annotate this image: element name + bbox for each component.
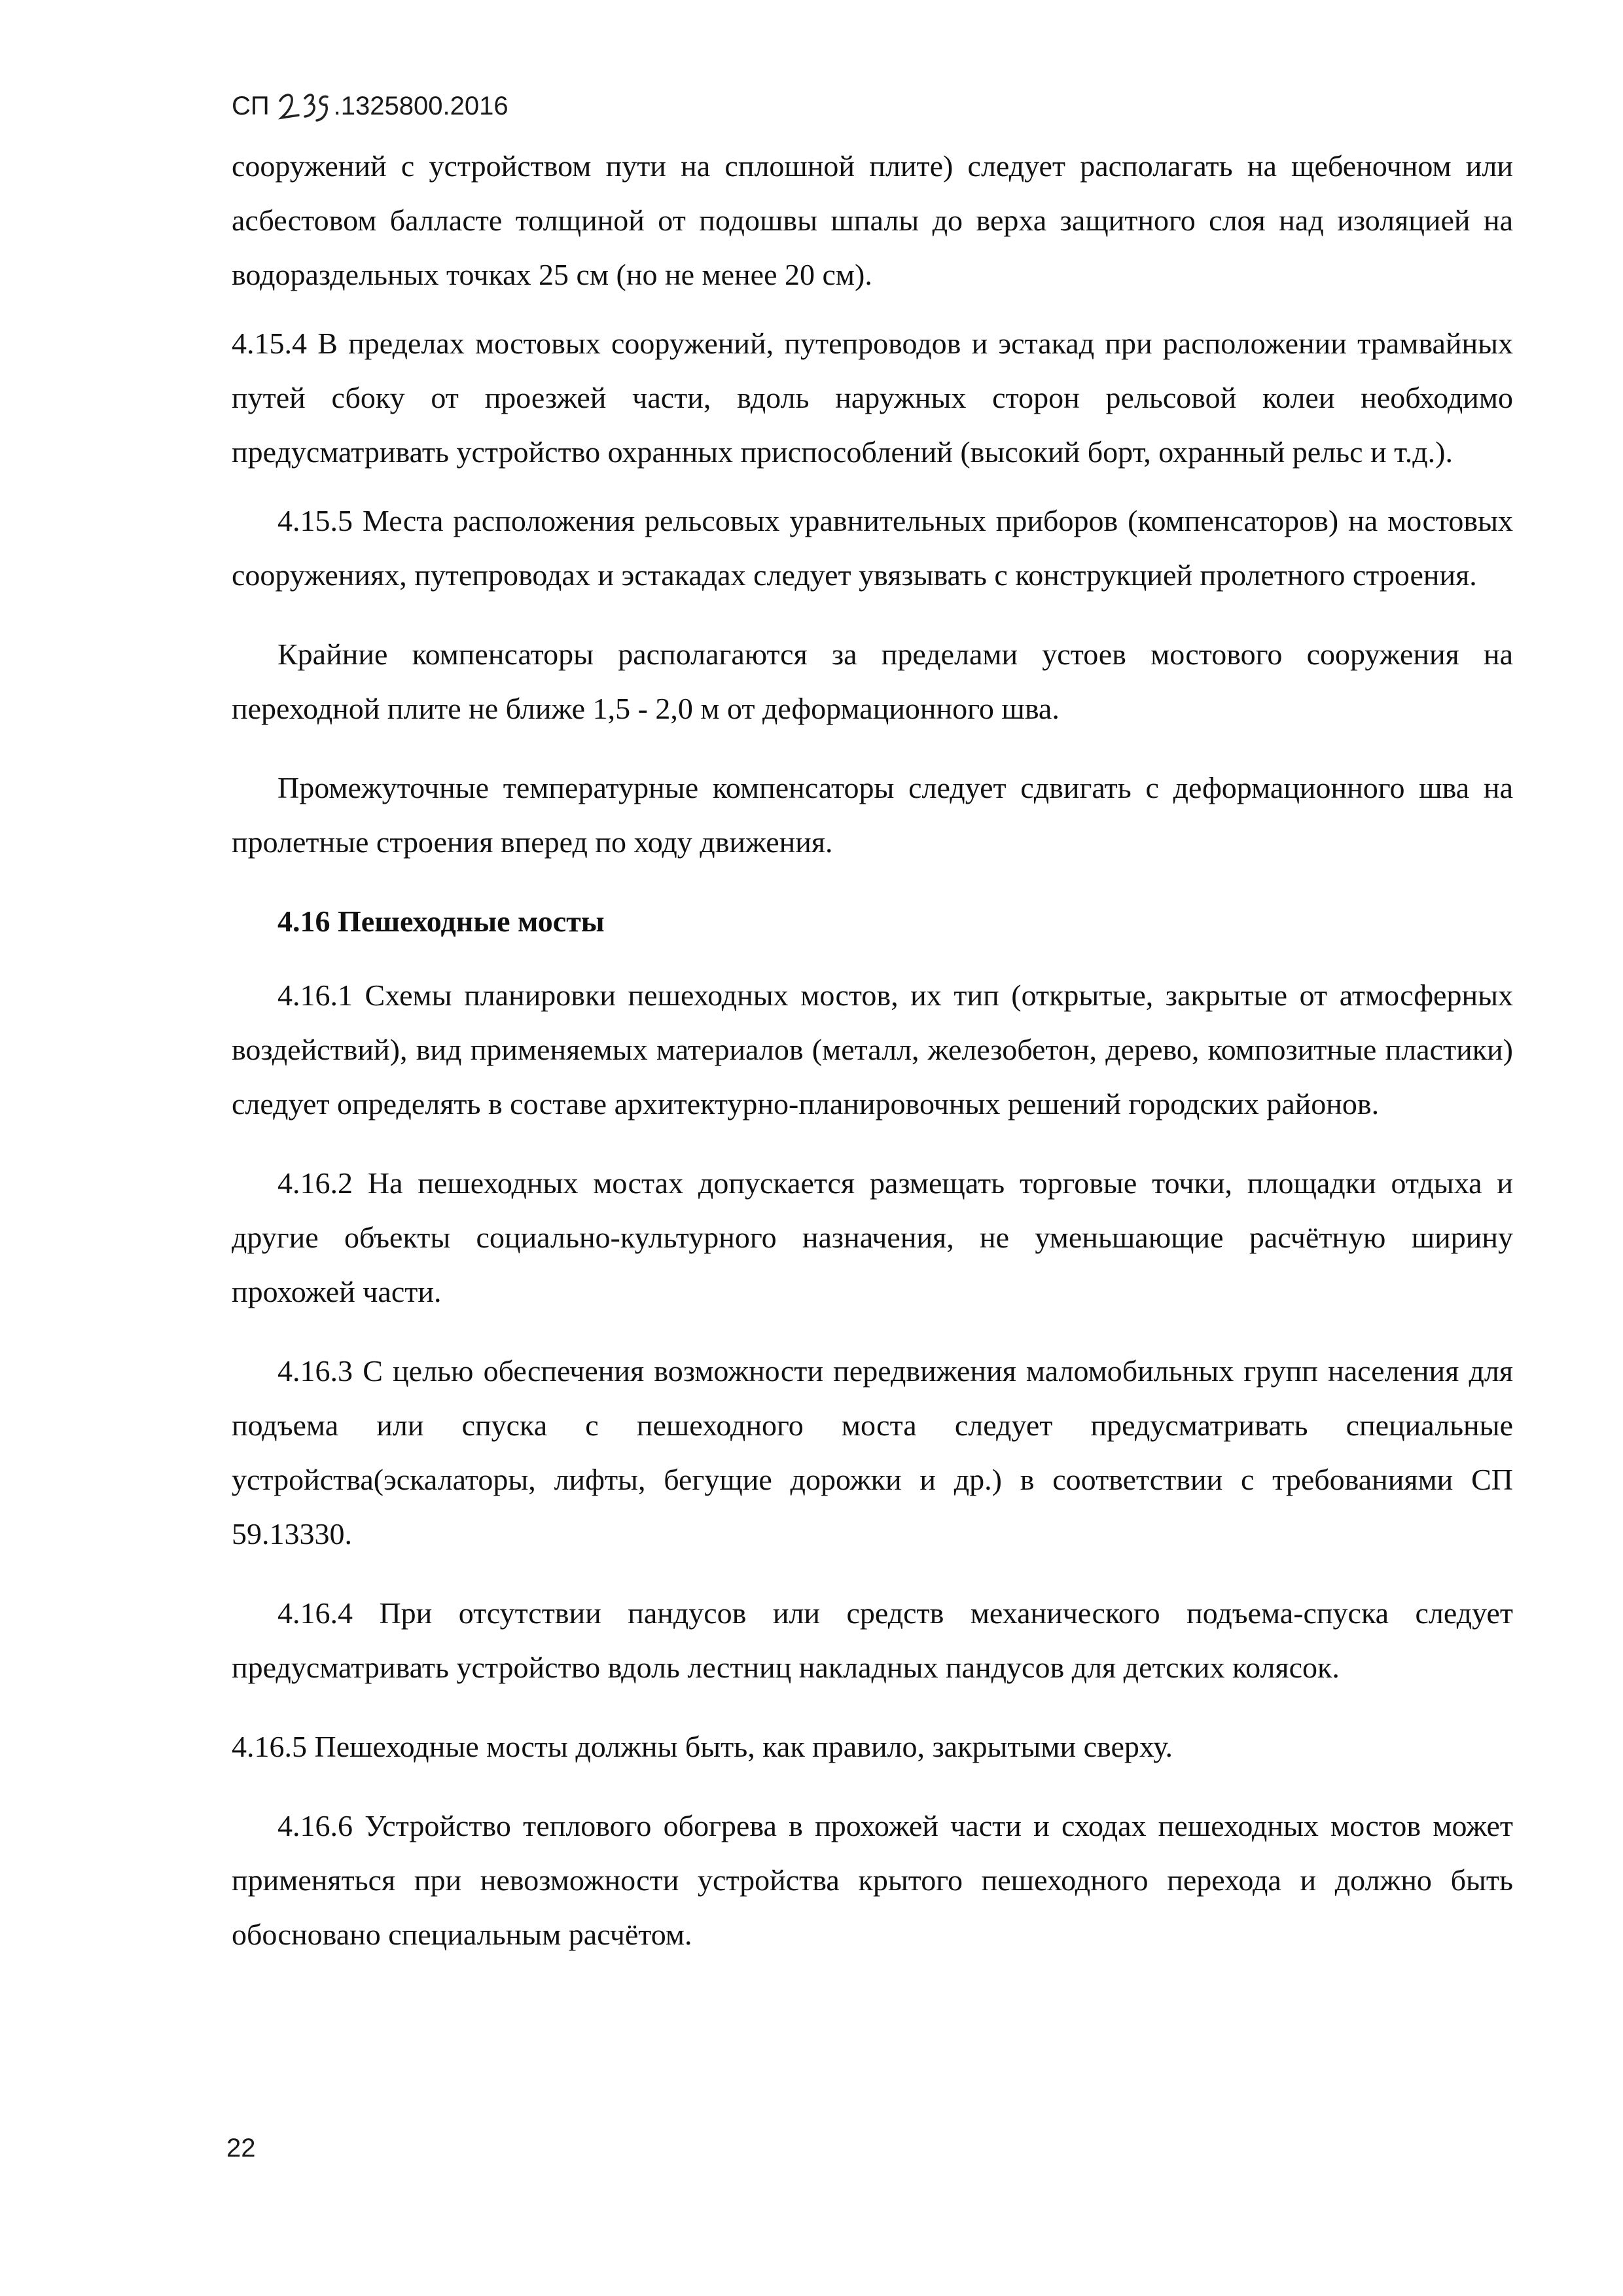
paragraph-4-16-4: 4.16.4 При отсутствии пандусов или средств механического подъема-спуска следует предусматривать устройство вдоль лестниц накладных пандусов для детских колясок. — [232, 1596, 1513, 1684]
paragraph-intermediate-compensators: Промежуточные температурные компенсаторы следует сдвигать с деформационного шва на пролетные строения вперед по ходу движения. — [232, 771, 1513, 859]
paragraph-4-16-2: 4.16.2 На пешеходных мостах допускается размещать торговые точки, площадки отдыха и другие объекты социально-культурного назначения, не уменьшающие расчётную ширину прохожей части. — [232, 1166, 1513, 1308]
paragraph-end-compensators: Крайние компенсаторы располагаются за пределами устоев мостового сооружения на переходной плите не ближе 1,5 - 2,0 м от деформационного шва. — [232, 637, 1513, 725]
paragraph-4-16-3: 4.16.3 С целью обеспечения возможности передвижения маломобильных групп населения для подъема или спуска с пешеходного моста следует предусматривать специальные устройства(эскалаторы, лифты, бегущие дорожки и др.) в соответствии с требованиями СП 59.13330. — [232, 1354, 1513, 1551]
paragraph-4-15-4: 4.15.4 В пределах мостовых сооружений, путепроводов и эстакад при расположении трамвайных путей сбоку от проезжей части, вдоль наружных сторон рельсовой колеи необходимо предусматривать устройство охранных приспособлений (высокий борт, охранный рельс и т.д.). — [232, 327, 1513, 469]
page-number: 22 — [226, 2134, 256, 2162]
paragraph-4-15-5: 4.15.5 Места расположения рельсовых уравнительных приборов (компенсаторов) на мостовых сооружениях, путепроводах и эстакадах следует увязывать с конструкцией пролетного строения. — [232, 504, 1513, 592]
paragraph-4-16-6: 4.16.6 Устройство теплового обогрева в прохожей части и сходах пешеходных мостов может применяться при невозможности устройства крытого пешеходного перехода и должно быть обосновано специальным расчётом. — [232, 1809, 1513, 1951]
document-body — [232, 139, 1513, 1976]
paragraph-4-16-5: 4.16.5 Пешеходные мосты должны быть, как правило, закрытыми сверху. — [232, 1730, 1173, 1763]
handwritten-number — [276, 86, 331, 126]
header-prefix: СП — [232, 92, 270, 120]
paragraph-4-16-1: 4.16.1 Схемы планировки пешеходных мостов, их тип (открытые, закрытые от атмосферных воздействий), вид применяемых материалов (металл, железобетон, дерево, композитные пластики) следует определять в составе архитектурно-планировочных решений городских районов. — [232, 978, 1513, 1121]
section-heading-4-16: 4.16 Пешеходные мосты — [277, 905, 605, 938]
header-code: .1325800.2016 — [333, 92, 508, 120]
paragraph-continuation: сооружений с устройством пути на сплошной плите) следует располагать на щебеночном или асбестовом балласте толщиной от подошвы шпалы до верха защитного слоя над изоляцией на водораздельных точках 25 см (но не менее 20 см). — [232, 149, 1513, 291]
document-header — [232, 86, 508, 126]
